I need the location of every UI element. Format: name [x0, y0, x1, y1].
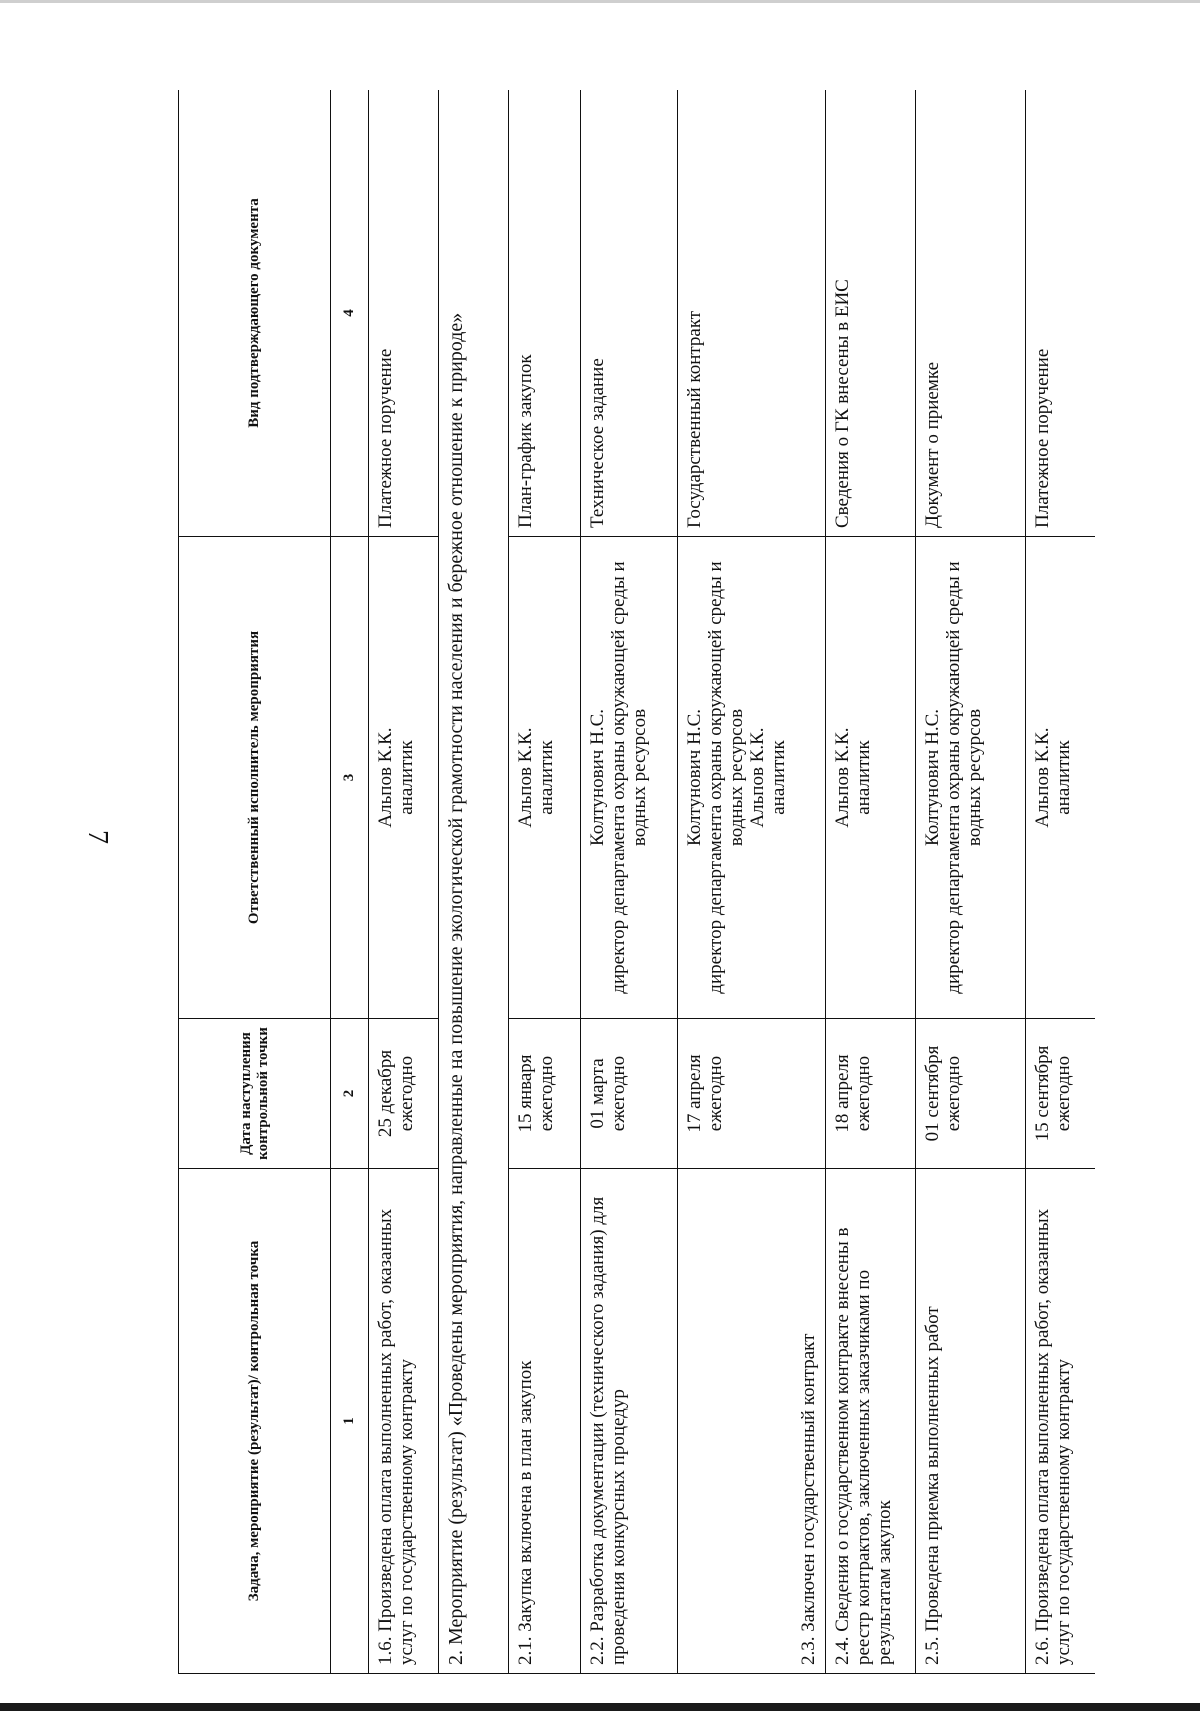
- date-cell: 01 сентября ежегодно: [916, 1019, 1026, 1169]
- task-cell: 2.5. Проведена приемка выполненных работ: [916, 1169, 1026, 1674]
- table-row: [678, 90, 826, 1674]
- responsible-cell: Колтунович Н.С. директор департамента охраны окружающей среды и водных ресурсов: [916, 537, 1026, 1019]
- column-number: 4: [331, 90, 369, 537]
- column-number: 2: [331, 1019, 369, 1169]
- section-heading: 2. Мероприятие (результат) «Проведены мероприятия, направленные на повышение экологической грамотности населения и бережное отношение к природе»: [439, 90, 509, 1674]
- responsible-cell: Альпов К.К. аналитик: [369, 537, 439, 1019]
- document-cell: План-график закупок: [509, 90, 581, 537]
- task-cell: 2.6. Произведена оплата выполненных работ, оказанных услуг по государственному контракту: [1026, 1169, 1096, 1674]
- date-cell: 15 сентября ежегодно: [1026, 1019, 1096, 1169]
- task-cell: 2.3. Заключен государственный контракт: [678, 1169, 826, 1674]
- header-document: Вид подтверждающего документа: [179, 90, 331, 537]
- date-cell: 17 апреля ежегодно: [678, 1019, 826, 1169]
- table-row: [581, 90, 678, 1674]
- header-date: Дата наступления контрольной точки: [179, 1019, 331, 1169]
- table-row: [509, 90, 581, 1674]
- document-cell: Документ о приемке: [916, 90, 1026, 537]
- responsible-cell: Альпов К.К. аналитик: [509, 537, 581, 1019]
- table-header-row: [179, 90, 331, 1674]
- responsible-cell: Альпов К.К. аналитик: [826, 537, 916, 1019]
- control-points-table-frame: [178, 90, 1095, 1674]
- header-task: Задача, мероприятие (результат)/ контрольная точка: [179, 1169, 331, 1674]
- task-cell: 2.4. Сведения о государственном контракте внесены в реестр контрактов, заключенных заказчиками по результатам закупок: [826, 1169, 916, 1674]
- column-number: 1: [331, 1169, 369, 1674]
- document-cell: Техническое задание: [581, 90, 678, 537]
- scan-bottom-edge: [0, 1703, 1200, 1711]
- document-cell: Платежное поручение: [369, 90, 439, 537]
- date-cell: 25 декабря ежегодно: [369, 1019, 439, 1169]
- document-cell: Сведения о ГК внесены в ЕИС: [826, 90, 916, 537]
- table-row: [1026, 90, 1096, 1674]
- responsible-cell: Альпов К.К. аналитик: [1026, 537, 1096, 1019]
- task-cell: 2.2. Разработка документации (технического задания) для проведения конкурсных процедур: [581, 1169, 678, 1674]
- scan-top-edge: [0, 0, 1200, 3]
- table-row: [916, 90, 1026, 1674]
- column-number-row: [331, 90, 369, 1674]
- task-cell: 2.1. Закупка включена в план закупок: [509, 1169, 581, 1674]
- header-responsible: Ответственный исполнитель мероприятия: [179, 537, 331, 1019]
- column-number: 3: [331, 537, 369, 1019]
- table-row: [826, 90, 916, 1674]
- date-cell: 18 апреля ежегодно: [826, 1019, 916, 1169]
- page-number: 7: [82, 830, 113, 844]
- responsible-cell: Колтунович Н.С. директор департамента охраны окружающей среды и водных ресурсов: [581, 537, 678, 1019]
- task-cell: 1.6. Произведена оплата выполненных работ, оказанных услуг по государственному контракту: [369, 1169, 439, 1674]
- document-cell: Государственный контракт: [678, 90, 826, 537]
- date-cell: 15 января ежегодно: [509, 1019, 581, 1169]
- table-row: [369, 90, 439, 1674]
- responsible-cell: Колтунович Н.С. директор департамента охраны окружающей среды и водных ресурсов Альпов К.К. аналитик: [678, 537, 826, 1019]
- section-row: [439, 90, 509, 1674]
- document-cell: Платежное поручение: [1026, 90, 1096, 537]
- control-points-table: [178, 90, 1095, 1674]
- date-cell: 01 марта ежегодно: [581, 1019, 678, 1169]
